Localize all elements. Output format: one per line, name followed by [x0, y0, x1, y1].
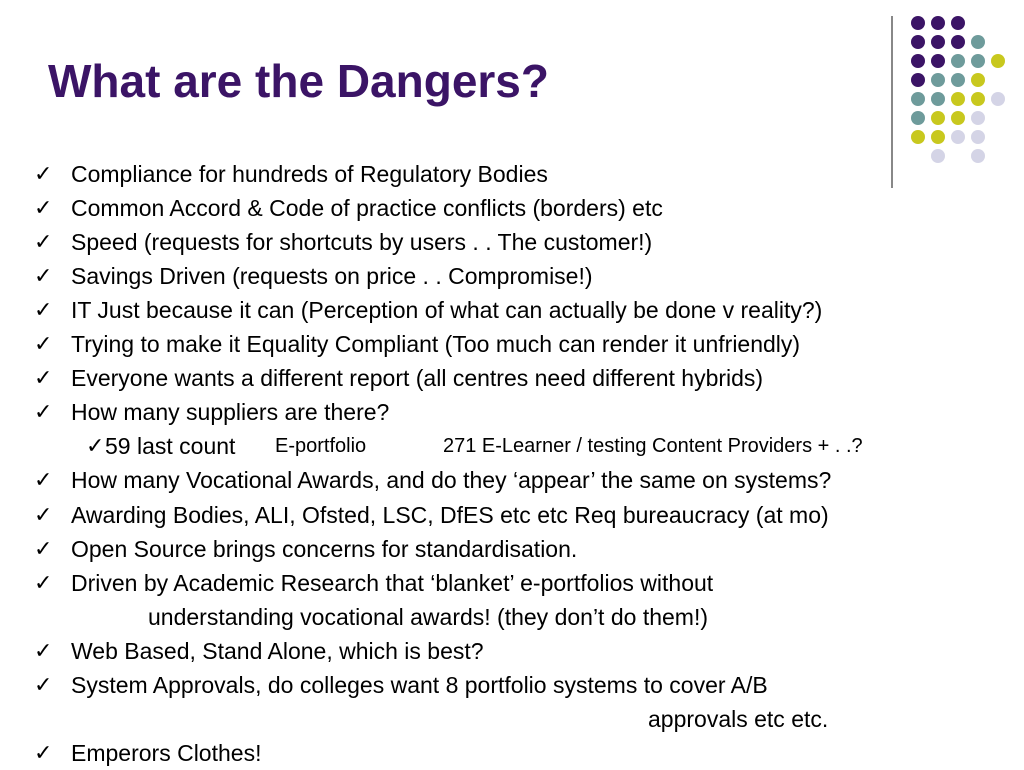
- bullet-text: Open Source brings concerns for standardisation.: [71, 536, 578, 562]
- bullet-text: Compliance for hundreds of Regulatory Bodies: [71, 161, 548, 187]
- bullet-text: Savings Driven (requests on price . . Compromise!): [71, 263, 593, 289]
- bullet-text: Driven by Academic Research that ‘blanket’ e-portfolios without: [71, 570, 714, 596]
- check-icon: ✓: [34, 467, 53, 492]
- bullet-text: Awarding Bodies, ALI, Ofsted, LSC, DfES etc etc Req bureaucracy (at mo): [71, 502, 829, 528]
- bullet-text: Emperors Clothes!: [71, 740, 262, 766]
- check-icon: ✓: [34, 638, 53, 663]
- sub-bullet-count: 59 last count: [105, 433, 236, 459]
- bullet-text: System Approvals, do colleges want 8 portfolio systems to cover A/B: [71, 672, 768, 698]
- bullet-text: Web Based, Stand Alone, which is best?: [71, 638, 484, 664]
- check-icon: ✓: [34, 536, 53, 561]
- slide-title: What are the Dangers?: [48, 55, 549, 107]
- check-icon: ✓: [34, 263, 53, 288]
- bullet-text: Common Accord & Code of practice conflicts (borders) etc: [71, 195, 663, 221]
- bullet-text: IT Just because it can (Perception of what can actually be done v reality?): [71, 297, 823, 323]
- bullet-text: approvals etc etc.: [648, 706, 829, 732]
- check-icon: ✓: [34, 297, 53, 322]
- bullet-text: understanding vocational awards! (they don’t do them!): [148, 604, 708, 630]
- check-icon: ✓: [34, 365, 53, 390]
- check-icon: ✓: [34, 570, 53, 595]
- bullet-text: Speed (requests for shortcuts by users . . The customer!): [71, 229, 653, 255]
- check-icon: ✓: [34, 399, 53, 424]
- sub-bullet-providers: 271 E-Learner / testing Content Providers + . .?: [443, 435, 863, 457]
- check-icon: ✓: [34, 331, 53, 356]
- check-icon: ✓: [34, 195, 53, 220]
- check-icon: ✓: [34, 502, 53, 527]
- bullet-text: How many suppliers are there?: [71, 399, 390, 425]
- check-icon: ✓: [34, 740, 53, 765]
- check-icon: ✓: [34, 229, 53, 254]
- check-icon: ✓: [86, 433, 105, 458]
- check-icon: ✓: [34, 161, 53, 186]
- bullet-text: Everyone wants a different report (all centres need different hybrids): [71, 365, 764, 391]
- check-icon: ✓: [34, 672, 53, 697]
- bullet-text: How many Vocational Awards, and do they ‘appear’ the same on systems?: [71, 467, 832, 493]
- bullet-text: Trying to make it Equality Compliant (Too much can render it unfriendly): [71, 331, 801, 357]
- sub-bullet-eportfolio: E-portfolio: [275, 435, 367, 457]
